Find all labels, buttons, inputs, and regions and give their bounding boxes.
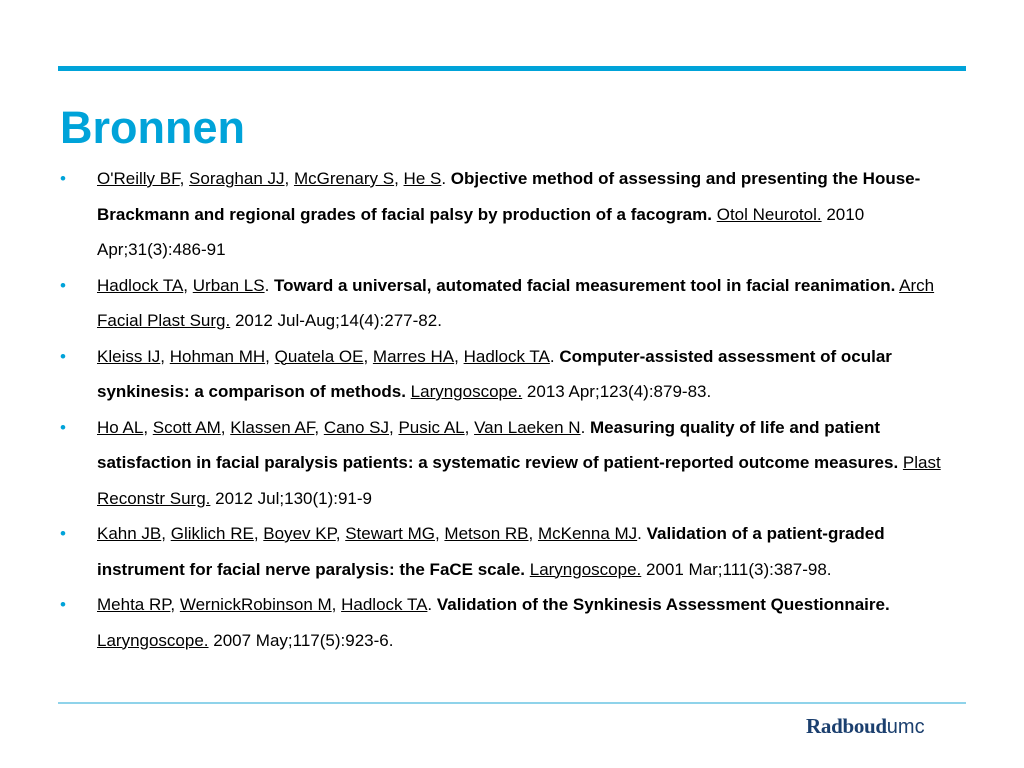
article-title: Toward a universal, automated facial measurement tool in facial reanimation.: [274, 275, 896, 295]
author-link[interactable]: Kleiss IJ: [97, 346, 161, 366]
reference-item: • Hadlock TA, Urban LS. Toward a universal, automated facial measurement tool in facial reanimation. Arch Facial Plast Surg. 2012 Jul-Aug;14(4):277-82.: [60, 268, 966, 339]
author-link[interactable]: Soraghan JJ: [189, 169, 285, 188]
citation-details: 2012 Jul;130(1):91-9: [210, 488, 372, 508]
bullet-icon: •: [60, 169, 66, 188]
author-link[interactable]: McGrenary S: [293, 169, 395, 188]
author-link[interactable]: Metson RB: [444, 524, 529, 543]
bottom-divider: [58, 702, 966, 704]
top-divider: [58, 66, 966, 71]
author-link[interactable]: O'Reilly BF: [97, 169, 180, 188]
author-link[interactable]: Boyev KP: [263, 524, 336, 543]
article-title: Validation of a patient-graded instrument for facial nerve paralysis: the FaCE scale.: [97, 524, 885, 579]
citation-details: 2012 Jul-Aug;14(4):277-82.: [230, 311, 442, 330]
citation-details: 2001 Mar;111(3):387-98.: [641, 559, 832, 579]
author-link[interactable]: Klassen AF: [230, 417, 315, 437]
author-link[interactable]: Hohman MH: [169, 346, 266, 366]
bullet-icon: •: [60, 595, 66, 614]
author-link[interactable]: He S: [403, 169, 442, 188]
slide-title: Bronnen: [60, 102, 245, 153]
author-link[interactable]: Van Laeken N: [474, 417, 581, 437]
reference-item: • Kleiss IJ, Hohman MH, Quatela OE, Marres HA, Hadlock TA. Computer-assisted assessment of ocular synkinesis: a comparison of methods. Laryngoscope. 2013 Apr;123(4):879-83.: [60, 339, 966, 410]
author-link[interactable]: Hadlock TA: [341, 595, 428, 614]
author-link[interactable]: Marres HA: [372, 346, 455, 366]
bullet-icon: •: [60, 346, 66, 366]
author-link[interactable]: Gliklich RE: [170, 524, 254, 543]
author-link[interactable]: Mehta RP: [97, 595, 171, 614]
article-title: Measuring quality of life and patient satisfaction in facial paralysis patients: a systematic review of patient-reported outcome measures.: [97, 417, 899, 472]
article-title: Objective method of assessing and presenting the House-Brackmann and regional grades of facial palsy by production of a facogram.: [97, 169, 921, 224]
journal-link[interactable]: Laryngoscope.: [410, 382, 523, 401]
journal-link[interactable]: Plast Reconstr Surg.: [97, 453, 941, 508]
reference-item: • Mehta RP, WernickRobinson M, Hadlock TA. Validation of the Synkinesis Assessment Questionnaire. Laryngoscope. 2007 May;117(5):923-6.: [60, 587, 966, 658]
author-link[interactable]: Ho AL: [97, 417, 144, 437]
author-link[interactable]: Stewart MG: [345, 524, 435, 543]
logo-part-umc: umc: [886, 716, 925, 738]
article-title: Computer-assisted assessment of ocular synkinesis: a comparison of methods.: [97, 346, 892, 401]
journal-link[interactable]: Laryngoscope.: [97, 630, 209, 650]
article-title: Validation of the Synkinesis Assessment Questionnaire.: [436, 595, 890, 614]
author-link[interactable]: Quatela OE: [274, 346, 364, 366]
journal-link[interactable]: Laryngoscope.: [529, 559, 642, 579]
citation-details: 2010 Apr;31(3):486-91: [97, 204, 865, 259]
reference-item: • Ho AL, Scott AM, Klassen AF, Cano SJ, Pusic AL, Van Laeken N. Measuring quality of life and patient satisfaction in facial paralysis patients: a systematic review of patient-reported outcome measures. Plast Reconstr Surg. 2012 Jul;130(1):91-9: [60, 410, 966, 517]
reference-list: [60, 161, 966, 658]
author-link[interactable]: Urban LS: [192, 275, 265, 295]
author-link[interactable]: WernickRobinson M: [179, 595, 332, 614]
author-link[interactable]: Pusic AL: [398, 417, 465, 437]
citation-details: 2013 Apr;123(4):879-83.: [522, 382, 712, 401]
author-link[interactable]: Hadlock TA: [97, 275, 184, 295]
logo-part-radboud: Radboud: [806, 714, 887, 738]
author-link[interactable]: Kahn JB: [97, 524, 162, 543]
author-link[interactable]: Hadlock TA: [463, 346, 550, 366]
radboudumc-logo: [806, 712, 925, 741]
bullet-icon: •: [60, 417, 66, 437]
journal-link[interactable]: Arch Facial Plast Surg.: [97, 275, 935, 330]
author-link[interactable]: Scott AM: [152, 417, 221, 437]
author-link[interactable]: Cano SJ: [323, 417, 390, 437]
bullet-icon: •: [60, 524, 66, 543]
reference-item: • O'Reilly BF, Soraghan JJ, McGrenary S, He S. Objective method of assessing and presenting the House-Brackmann and regional grades of facial palsy by production of a facogram. Otol Neurotol. 2010 Apr;31(3):486-91: [60, 161, 966, 268]
citation-details: 2007 May;117(5):923-6.: [208, 630, 394, 650]
journal-link[interactable]: Otol Neurotol.: [716, 204, 822, 224]
reference-item: • Kahn JB, Gliklich RE, Boyev KP, Stewart MG, Metson RB, McKenna MJ. Validation of a patient-graded instrument for facial nerve paralysis: the FaCE scale. Laryngoscope. 2001 Mar;111(3):387-98.: [60, 516, 966, 587]
author-link[interactable]: McKenna MJ: [537, 524, 638, 543]
bullet-icon: •: [60, 275, 66, 295]
